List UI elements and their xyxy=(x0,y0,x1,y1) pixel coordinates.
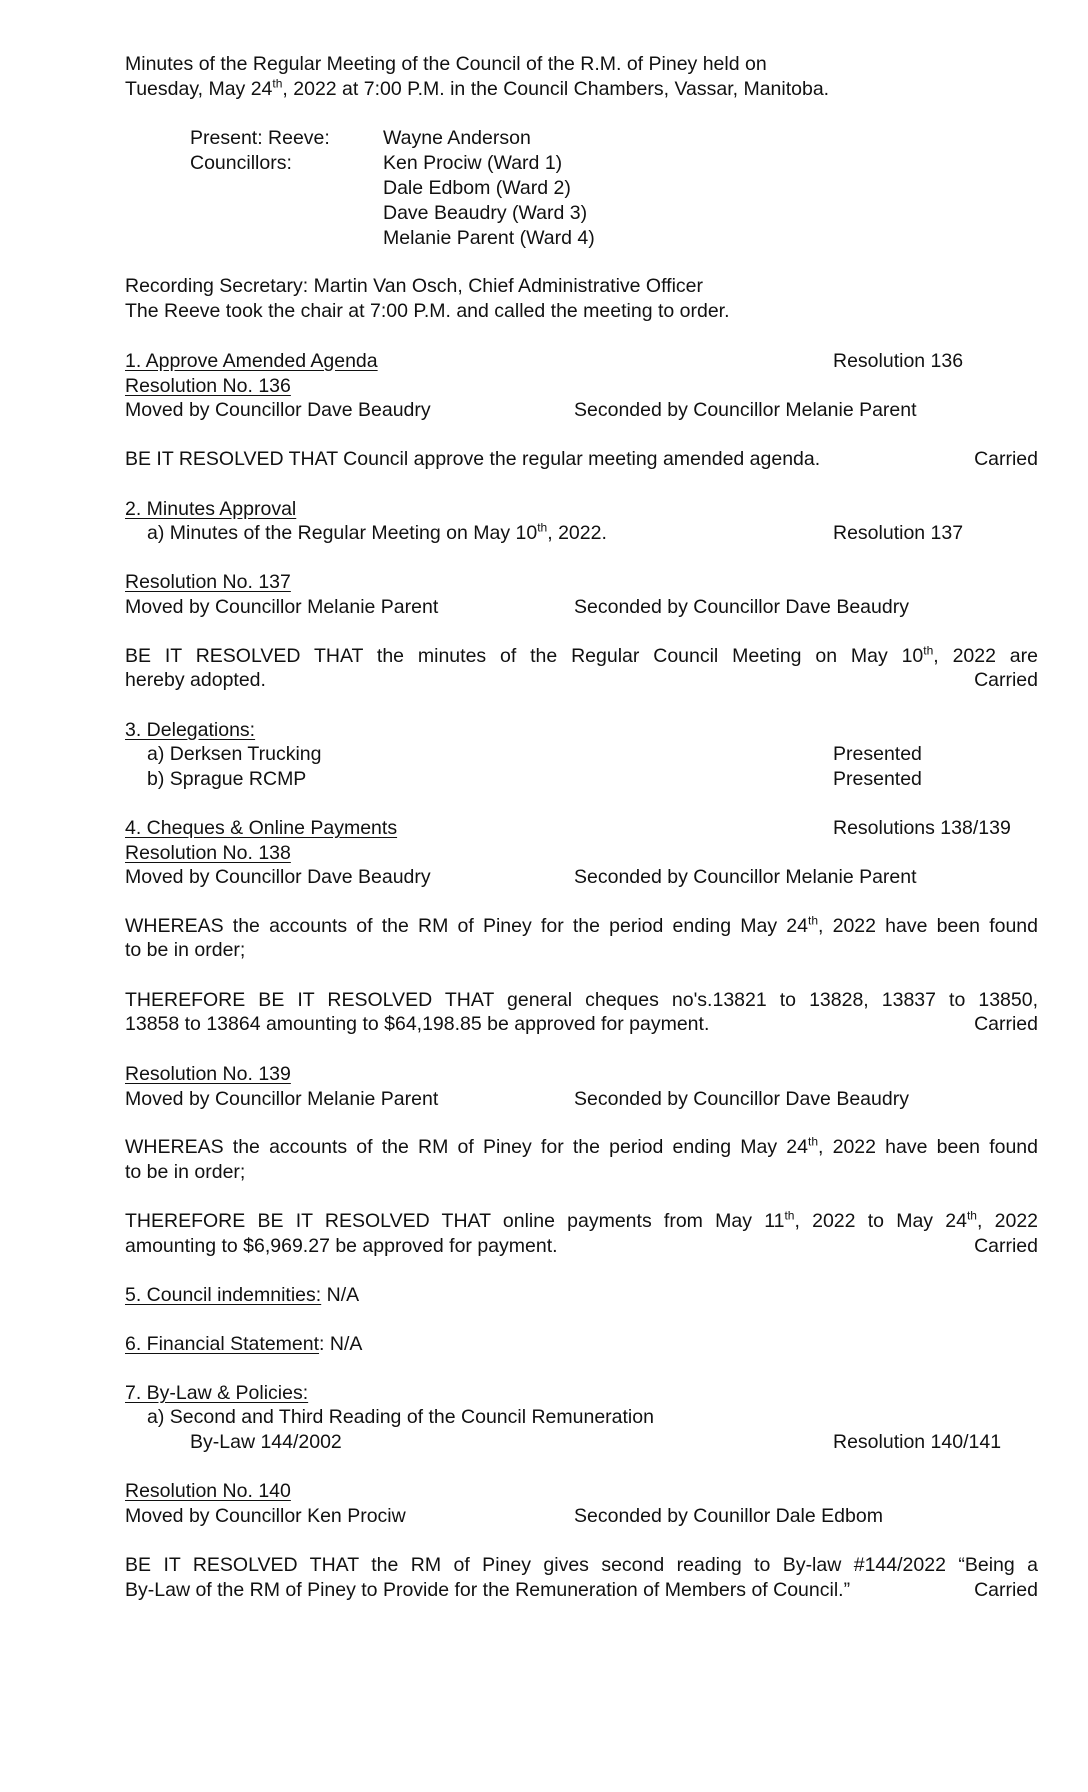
resolution-138-therefore-2 xyxy=(125,1012,1038,1037)
resolution-138-whereas-end: , 2022 have been found xyxy=(818,915,1038,937)
resolution-139-sup-1: th xyxy=(784,1208,795,1223)
resolution-136-seconded: Seconded by Councillor Melanie Parent xyxy=(574,399,917,421)
resolution-140-body-2 xyxy=(125,1578,1038,1603)
resolution-137-status: Carried xyxy=(974,669,1038,691)
header-rest: , 2022 at 7:00 P.M. in the Council Chambers, Vassar, Manitoba. xyxy=(282,78,830,100)
header-sup: th xyxy=(272,76,283,91)
resolution-137-sup: th xyxy=(923,643,934,658)
resolution-137-body-2 xyxy=(125,668,1038,693)
councillor-name: Dale Edbom (Ward 2) xyxy=(383,177,571,199)
header-line-2 xyxy=(125,77,829,102)
section-6-value: : N/A xyxy=(319,1333,363,1355)
resolution-138-seconded: Seconded by Councillor Melanie Parent xyxy=(574,866,917,888)
resolution-137-seconded: Seconded by Councillor Dave Beaudry xyxy=(574,596,909,618)
reeve-label: Present: Reeve: xyxy=(190,127,330,149)
section-6 xyxy=(125,1332,362,1357)
delegation-status: Presented xyxy=(833,768,922,790)
resolution-138-therefore-text: 13858 to 13864 amounting to $64,198.85 be approved for payment. xyxy=(125,1013,710,1035)
resolution-137-moved: Moved by Councillor Melanie Parent xyxy=(125,596,439,618)
resolution-139-status: Carried xyxy=(974,1235,1038,1257)
section-2-ref: Resolution 137 xyxy=(833,522,964,544)
resolution-139-therefore-text: THEREFORE BE IT RESOLVED THAT online payments from May 11 xyxy=(125,1210,785,1232)
resolution-138-moved: Moved by Councillor Dave Beaudry xyxy=(125,866,431,888)
resolution-136-label: Resolution No. 136 xyxy=(125,375,291,397)
section-4-ref: Resolutions 138/139 xyxy=(833,817,1011,839)
section-1-ref: Resolution 136 xyxy=(833,350,964,372)
resolution-137-label: Resolution No. 137 xyxy=(125,571,291,593)
resolution-139-therefore-end: , 2022 xyxy=(976,1210,1039,1232)
header-date: Tuesday, May 24 xyxy=(125,78,273,100)
section-7-item-1: a) Second and Third Reading of the Council Remuneration xyxy=(147,1406,654,1428)
resolution-138-label: Resolution No. 138 xyxy=(125,842,291,864)
councillor-name: Dave Beaudry (Ward 3) xyxy=(383,202,588,224)
resolution-140-body-1: BE IT RESOLVED THAT the RM of Piney gives second reading to By-law #144/2022 “Being a xyxy=(125,1554,1038,1576)
resolution-140-status: Carried xyxy=(974,1579,1038,1601)
header-line-1: Minutes of the Regular Meeting of the Council of the R.M. of Piney held on xyxy=(125,53,767,75)
resolution-138-whereas-text: WHEREAS the accounts of the RM of Piney for the period ending May 24 xyxy=(125,915,808,937)
resolution-139-whereas-end: , 2022 have been found xyxy=(818,1136,1038,1158)
resolution-139-whereas-2: to be in order; xyxy=(125,1161,246,1183)
resolution-140-moved: Moved by Councillor Ken Prociw xyxy=(125,1505,406,1527)
section-5-heading: 5. Council indemnities: xyxy=(125,1284,322,1306)
resolution-139-therefore-2 xyxy=(125,1234,1038,1259)
resolution-136-status: Carried xyxy=(974,448,1038,470)
resolution-138-whereas-sup: th xyxy=(808,913,819,928)
section-5-value: N/A xyxy=(321,1284,360,1306)
resolution-136-text: BE IT RESOLVED THAT Council approve the regular meeting amended agenda. xyxy=(125,448,821,470)
councillor-name: Ken Prociw (Ward 1) xyxy=(383,152,563,174)
resolution-138-therefore-1: THEREFORE BE IT RESOLVED THAT general cheques no's.13821 to 13828, 13837 to 13850, xyxy=(125,989,1038,1011)
resolution-137-text: BE IT RESOLVED THAT the minutes of the Regular Council Meeting on May 10 xyxy=(125,645,924,667)
section-2-item-text: a) Minutes of the Regular Meeting on May 10 xyxy=(147,522,538,544)
resolution-139-therefore-1 xyxy=(125,1209,1038,1234)
delegation-status: Presented xyxy=(833,743,922,765)
resolution-136-body xyxy=(125,447,1038,472)
section-2-heading: 2. Minutes Approval xyxy=(125,498,297,520)
resolution-140-seconded: Seconded by Counillor Dale Edbom xyxy=(574,1505,883,1527)
resolution-139-whereas-sup: th xyxy=(808,1134,819,1149)
councillor-name: Melanie Parent (Ward 4) xyxy=(383,227,595,249)
section-3-heading: 3. Delegations: xyxy=(125,719,256,741)
resolution-139-whereas-text: WHEREAS the accounts of the RM of Piney for the period ending May 24 xyxy=(125,1136,808,1158)
resolution-139-seconded: Seconded by Councillor Dave Beaudry xyxy=(574,1088,909,1110)
delegation-item: b) Sprague RCMP xyxy=(147,768,307,790)
section-7-item-2: By-Law 144/2002 xyxy=(190,1431,342,1453)
resolution-139-moved: Moved by Councillor Melanie Parent xyxy=(125,1088,439,1110)
resolution-139-sup-2: th xyxy=(966,1208,977,1223)
resolution-138-status: Carried xyxy=(974,1013,1038,1035)
resolution-136-moved: Moved by Councillor Dave Beaudry xyxy=(125,399,431,421)
section-7-ref: Resolution 140/141 xyxy=(833,1431,1002,1453)
section-4-heading: 4. Cheques & Online Payments xyxy=(125,817,398,839)
resolution-140-label: Resolution No. 140 xyxy=(125,1480,291,1502)
section-2-item-sup: th xyxy=(537,520,548,535)
resolution-137-text-2: hereby adopted. xyxy=(125,669,266,691)
section-5 xyxy=(125,1283,359,1308)
section-6-heading: 6. Financial Statement xyxy=(125,1333,320,1355)
resolution-139-label: Resolution No. 139 xyxy=(125,1063,291,1085)
resolution-137-text-end: , 2022 are xyxy=(933,645,1038,667)
resolution-139-amount-text: amounting to $6,969.27 be approved for payment. xyxy=(125,1235,558,1257)
section-2-item-year: , 2022. xyxy=(547,522,607,544)
section-1-heading: 1. Approve Amended Agenda xyxy=(125,350,378,372)
recording-secretary: Recording Secretary: Martin Van Osch, Chief Administrative Officer xyxy=(125,275,704,297)
resolution-139-whereas-1 xyxy=(125,1135,1038,1160)
resolution-137-body-1 xyxy=(125,644,1038,669)
resolution-138-whereas-1 xyxy=(125,914,1038,939)
resolution-139-therefore-mid: , 2022 to May 24 xyxy=(794,1210,967,1232)
resolution-138-whereas-2: to be in order; xyxy=(125,939,246,961)
councillors-label: Councillors: xyxy=(190,152,292,174)
chair-note: The Reeve took the chair at 7:00 P.M. and called the meeting to order. xyxy=(125,300,730,322)
section-7-heading: 7. By-Law & Policies: xyxy=(125,1382,309,1404)
resolution-140-text: By-Law of the RM of Piney to Provide for the Remuneration of Members of Council.” xyxy=(125,1579,851,1601)
reeve-name: Wayne Anderson xyxy=(383,127,531,149)
section-2-item xyxy=(147,521,607,546)
delegation-item: a) Derksen Trucking xyxy=(147,743,322,765)
